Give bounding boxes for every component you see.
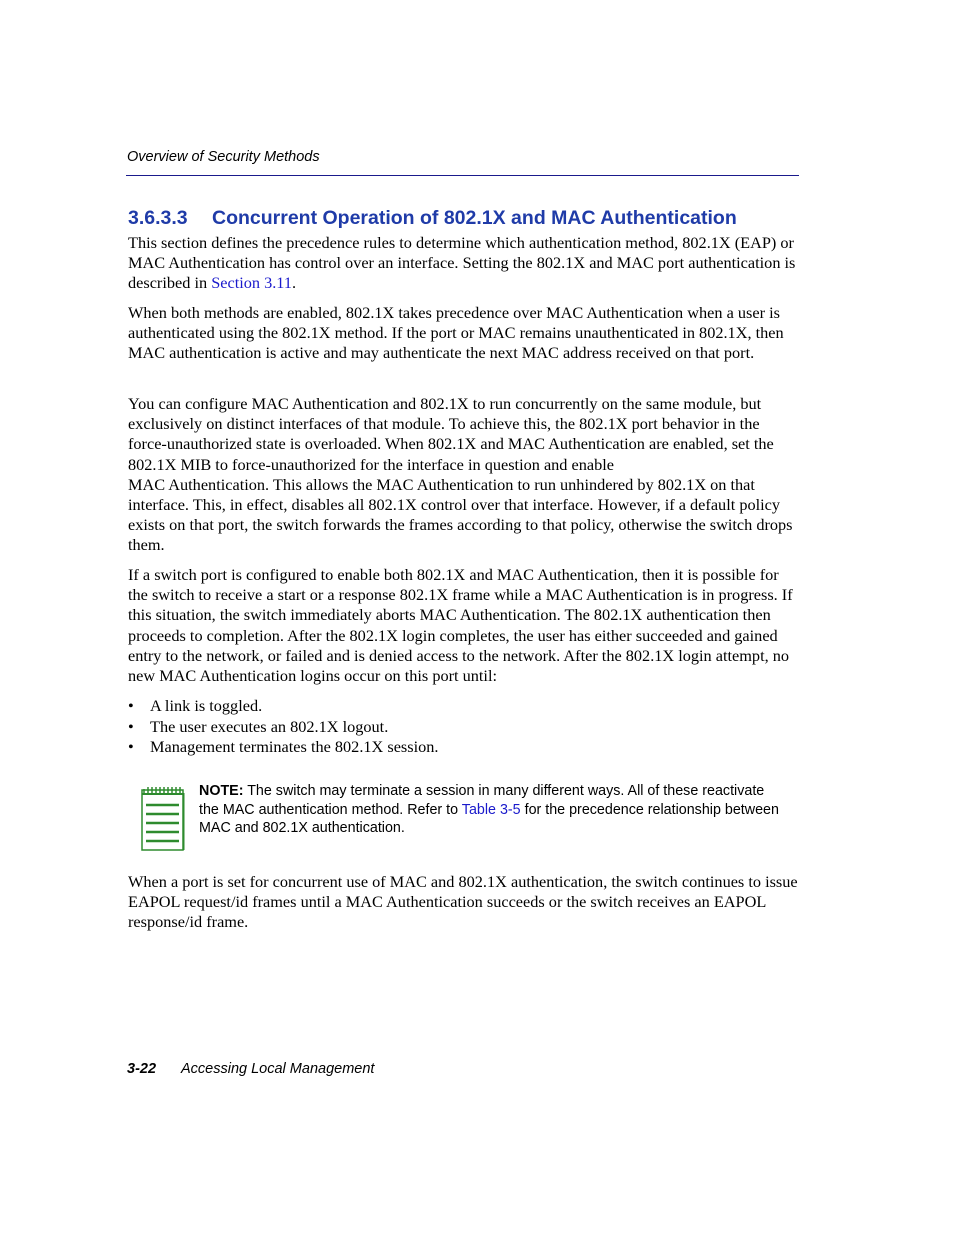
note-text	[199, 782, 779, 838]
footer-chapter-title: Accessing Local Management	[181, 1061, 375, 1077]
note-label: NOTE:	[199, 783, 244, 799]
table-3-5-link[interactable]: Table 3-5	[461, 801, 521, 818]
list-item-text: A link is toggled.	[150, 696, 263, 715]
section-heading	[128, 206, 737, 230]
list-item	[128, 737, 788, 758]
page-number: 3-22	[127, 1061, 157, 1077]
bullet-marker: •	[128, 716, 134, 736]
page-footer	[127, 1061, 374, 1078]
paragraph-concurrent-config	[128, 394, 800, 556]
paragraph-abort-behavior: If a switch port is configured to enable both 802.1X and MAC Authentication, then it is possible for the switch to receive a start or a response 802.1X frame while a MAC Authentication is in progress. If this situation, the switch immediately aborts MAC Authentication. The 802.1X authentication then proceeds to completion. After the 802.1X login completes, the user has either succeeded and gained entry to the network, or failed and is denied access to the network. After the 802.1X login attempt, no new MAC Authentication logins occur on this port until:	[128, 565, 793, 686]
paragraph-intro-text: This section defines the precedence rules to determine which authentication method, 802.1X (EAP) or MAC Authentication has control over an interface. Setting the 802.1X and MAC port authentication is described in	[128, 233, 796, 293]
paragraph-eapol: When a port is set for concurrent use of MAC and 802.1X authentication, the switch continues to issue EAPOL request/id frames until a MAC Authentication succeeds or the switch receives an EAPOL response/id frame.	[128, 872, 798, 932]
note-text-before: The switch may terminate a session in many different ways. All of these reactivate the MAC authentication method. Refer to	[199, 783, 765, 818]
list-item-text: Management terminates the 802.1X session.	[150, 737, 439, 756]
header-divider	[126, 175, 799, 176]
notepad-icon	[140, 785, 186, 852]
list-item	[128, 696, 788, 717]
bullet-list	[128, 696, 788, 758]
paragraph-intro-end: .	[291, 273, 297, 293]
running-header-title: Overview of Security Methods	[127, 149, 320, 165]
list-item	[128, 717, 788, 738]
section-number: 3.6.3.3	[128, 207, 188, 229]
list-item-text: The user executes an 802.1X logout.	[150, 716, 389, 736]
paragraph-precedence: When both methods are enabled, 802.1X takes precedence over MAC Authentication when a user is authenticated using the 802.1X method. If the port or MAC remains unauthenticated in 802.1X, then MAC authentication is active and may authenticate the next MAC address received on that port.	[128, 303, 784, 363]
section-title: Concurrent Operation of 802.1X and MAC Authentication	[212, 207, 737, 229]
paragraph-concurrent-config-part2: MAC Authentication. This allows the MAC Authentication to run unhindered by 802.1X on that interface. This, in effect, disables all 802.1X control over that interface. However, if a default policy exists on that port, the switch forwards the frames according to that policy, otherwise the switch drops them.	[128, 474, 793, 555]
bullet-marker: •	[128, 696, 134, 715]
paragraph-concurrent-config-part1: You can configure MAC Authentication and 802.1X to run concurrently on the same module, but exclusively on distinct interfaces of that module. To achieve this, the 802.1X port behavior in the force-unauthorized state is overloaded. When 802.1X and MAC Authentication are enabled, set the 802.1X MIB to force-unauthorized for the interface in question and enable	[128, 394, 774, 474]
section-3-11-link[interactable]: Section 3.11	[211, 273, 292, 293]
paragraph-intro	[128, 233, 800, 294]
note-text-after: for the precedence relationship between MAC and 802.1X authentication.	[199, 801, 779, 836]
bullet-marker: •	[128, 737, 134, 756]
